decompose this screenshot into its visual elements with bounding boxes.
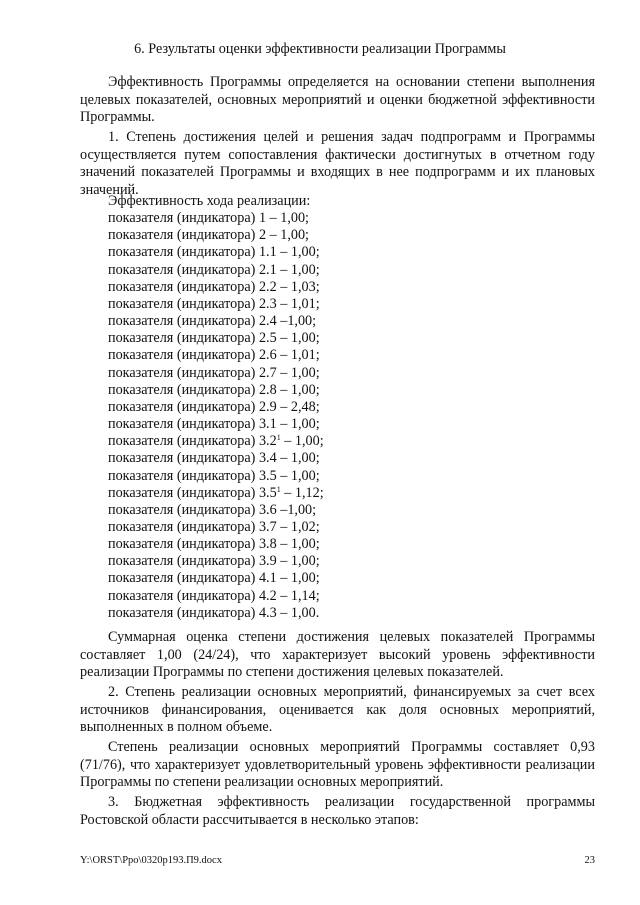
list-item: показателя (индикатора) 3.4 – 1,00; xyxy=(108,450,320,467)
list-item: показателя (индикатора) 2.3 – 1,01; xyxy=(108,295,320,312)
page-footer xyxy=(80,855,595,869)
page-number: 23 xyxy=(584,855,595,866)
list-item: показателя (индикатора) 2.2 – 1,03; xyxy=(108,278,320,295)
point-1-paragraph: 1. Степень достижения целей и решения задач подпрограмм и Программы осуществляется путем сопоставления фактически достигнутых в отчетном году значений показателей Программы и входящих в нее подпрограмм и их плановых значений. xyxy=(80,129,595,198)
summary-2-paragraph: Степень реализации основных мероприятий Программы составляет 0,93 (71/76), что характеризует удовлетворительный уровень эффективности реализации Программы по степени реализации основных мероприятий. xyxy=(80,739,595,791)
list-item: показателя (индикатора) 2.7 – 1,00; xyxy=(108,364,320,381)
list-heading: Эффективность хода реализации: xyxy=(108,193,311,209)
point-2-paragraph: 2. Степень реализации основных мероприятий, финансируемых за счет всех источников финансирования, оценивается как доля основных мероприятий, выполненных в полном объеме. xyxy=(80,684,595,736)
list-item: показателя (индикатора) 2.9 – 2,48; xyxy=(108,398,320,415)
list-item: показателя (индикатора) 2.1 – 1,00; xyxy=(108,261,320,278)
indicator-list xyxy=(108,193,324,622)
list-item: показателя (индикатора) 1 – 1,00; xyxy=(108,210,309,227)
file-path: Y:\ORST\Ppo\0320p193.П9.docx xyxy=(80,855,222,866)
list-item: показателя (индикатора) 3.8 – 1,00; xyxy=(108,536,320,553)
summary-1-paragraph: Суммарная оценка степени достижения целевых показателей Программы составляет 1,00 (24/24), что характеризует высокий уровень эффективности реализации Программы по степени достижения целевых показателей. xyxy=(80,629,595,681)
list-item: показателя (индикатора) 4.1 – 1,00; xyxy=(108,570,320,587)
superscript: 1 xyxy=(276,484,281,494)
list-item: показателя (индикатора) $3.2^1 - 1,00$; xyxy=(108,433,324,450)
list-item: показателя (индикатора) 3.6 –1,00; xyxy=(108,501,317,518)
list-item: показателя (индикатора) $3.5^1 - 1,12$; xyxy=(108,484,324,501)
superscript: 1 xyxy=(276,433,281,443)
list-item: показателя (индикатора) 2 – 1,00; xyxy=(108,227,309,244)
list-item: показателя (индикатора) 4.2 – 1,14; xyxy=(108,587,320,604)
section-title: 6. Результаты оценки эффективности реализации Программы xyxy=(134,41,506,57)
list-item: показателя (индикатора) 3.1 – 1,00; xyxy=(108,416,320,433)
list-item: показателя (индикатора) 2.6 – 1,01; xyxy=(108,347,320,364)
list-item: показателя (индикатора) 3.7 – 1,02; xyxy=(108,518,320,535)
list-item: показателя (индикатора) 3.5 – 1,00; xyxy=(108,467,320,484)
point-3-paragraph: 3. Бюджетная эффективность реализации государственной программы Ростовской области рассчитывается в несколько этапов: xyxy=(80,794,595,828)
list-item: показателя (индикатора) 4.3 – 1,00. xyxy=(108,604,320,621)
list-item: показателя (индикатора) 2.5 – 1,00; xyxy=(108,330,320,347)
list-item: показателя (индикатора) 3.9 – 1,00; xyxy=(108,553,320,570)
intro-paragraph: Эффективность Программы определяется на основании степени выполнения целевых показателей, основных мероприятий и оценки бюджетной эффективности Программы. xyxy=(80,74,595,126)
list-item: показателя (индикатора) 2.4 –1,00; xyxy=(108,313,317,330)
list-item: показателя (индикатора) 2.8 – 1,00; xyxy=(108,381,320,398)
list-item: показателя (индикатора) 1.1 – 1,00; xyxy=(108,244,320,261)
